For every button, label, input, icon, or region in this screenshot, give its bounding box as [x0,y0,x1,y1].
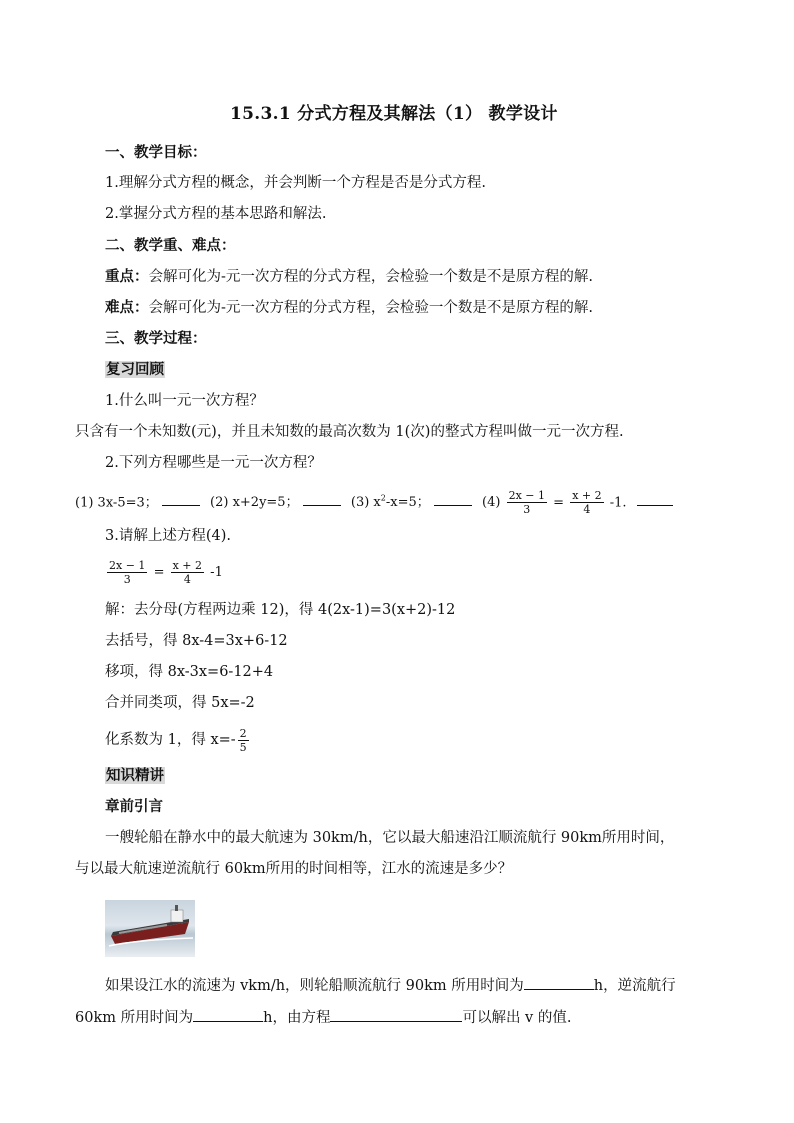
knowledge-tag-line [105,766,165,786]
objective-item-1: 1.理解分式方程的概念，并会判断一个方程是否是分式方程. [105,175,486,191]
equation-4-tail: -1. [609,495,627,511]
equals-sign: = [553,495,565,511]
question-paragraph-line-2: 60km 所用时间为 h，由方程 可以解出 v 的值. [75,1006,571,1028]
difficulty-label: 难点： [105,299,149,316]
fraction-x-plus-2-over-4: $\frac{x + 2}{4}$ [172,559,203,586]
question-3: 3.请解上述方程(4). [105,528,231,544]
question-2: 2.下列方程哪些是一元一次方程？ [105,455,322,471]
key-point-text: 会解可化为-元一次方程的分式方程，会检验一个数是不是原方程的解. [148,269,594,285]
equation-blank[interactable] [330,1006,462,1022]
equation-3: (3) $x^2-x=5$； [350,494,430,511]
review-tag-line [105,360,165,380]
solution-step-4: 合并同类项，得 5x=-2 [105,695,255,711]
answer-blank-4[interactable] [637,490,673,506]
intro-heading: 章前引言 [105,798,163,815]
intro-paragraph-line-2: 与以最大航速逆流航行 60km所用的时间相等，江水的流速是多少？ [75,861,513,877]
answer-blank-3[interactable] [434,490,472,506]
question-1: 1.什么叫一元一次方程？ [105,393,264,409]
ship-image [105,900,195,957]
solution-step-5: 化系数为 1，得 x=- $\frac{2}{5}$ [105,726,247,754]
equation-4-label: (4) [482,495,501,511]
objective-item-2: 2.掌握分式方程的基本思路和解法. [105,206,327,222]
answer-blank-1[interactable] [162,490,200,506]
key-point-label: 重点： [105,268,149,285]
ship-illustration [105,900,195,957]
equation-list [75,488,673,516]
knowledge-tag: 知识精讲 [106,767,164,784]
repeated-equation [105,556,223,590]
review-tag: 复习回顾 [106,361,164,378]
fraction-x-plus-2-over-4: $\frac{x + 2}{4}$ [572,489,602,517]
fraction-2x-minus-1-over-3: $\frac{2x - 1}{3}$ [109,559,146,586]
page-title: 15.3.1 分式方程及其解法（1） 教学设计 [230,104,558,124]
difficulty-line [105,298,593,318]
solution-step-1: 解：去分母(方程两边乘 12)，得 4(2x-1)=3(x+2)-12 [105,602,456,618]
downstream-time-blank[interactable] [524,974,594,990]
section-heading-objectives: 一、教学目标： [105,144,207,161]
key-point-line [105,267,593,287]
answer-1: 只含有一个未知数(元)，并且未知数的最高次数为 1(次)的整式方程叫做一元一次方程. [75,424,624,440]
section-heading-keypoints: 二、教学重、难点： [105,237,236,254]
upstream-time-blank[interactable] [193,1006,263,1022]
difficulty-text: 会解可化为-元一次方程的分式方程，会检验一个数是不是原方程的解. [148,300,594,316]
intro-paragraph-line-1: 一艘轮船在静水中的最大航速为 30km/h，它以最大船速沿江顺流航行 90km所用时间， [105,830,675,846]
equals-sign: = [153,565,165,580]
solution-step-2: 去括号，得 8x-4=3x+6-12 [105,633,288,649]
section-heading-process: 三、教学过程： [105,330,207,347]
equation-2: (2) x+2y=5； [210,495,299,511]
answer-blank-2[interactable] [303,490,341,506]
fraction-2-over-5: $\frac{2}{5}$ [239,726,247,754]
solution-step-3: 移项，得 8x-3x=6-12+4 [105,664,274,680]
equation-1: (1) 3x-5=3； [75,495,158,511]
repeated-equation-tail: -1 [210,565,223,580]
fraction-2x-minus-1-over-3: $\frac{2x - 1}{3}$ [508,489,546,517]
question-paragraph-line-1: 如果设江水的流速为 vkm/h，则轮船顺流航行 90km 所用时间为 h，逆流航行 [105,974,676,996]
